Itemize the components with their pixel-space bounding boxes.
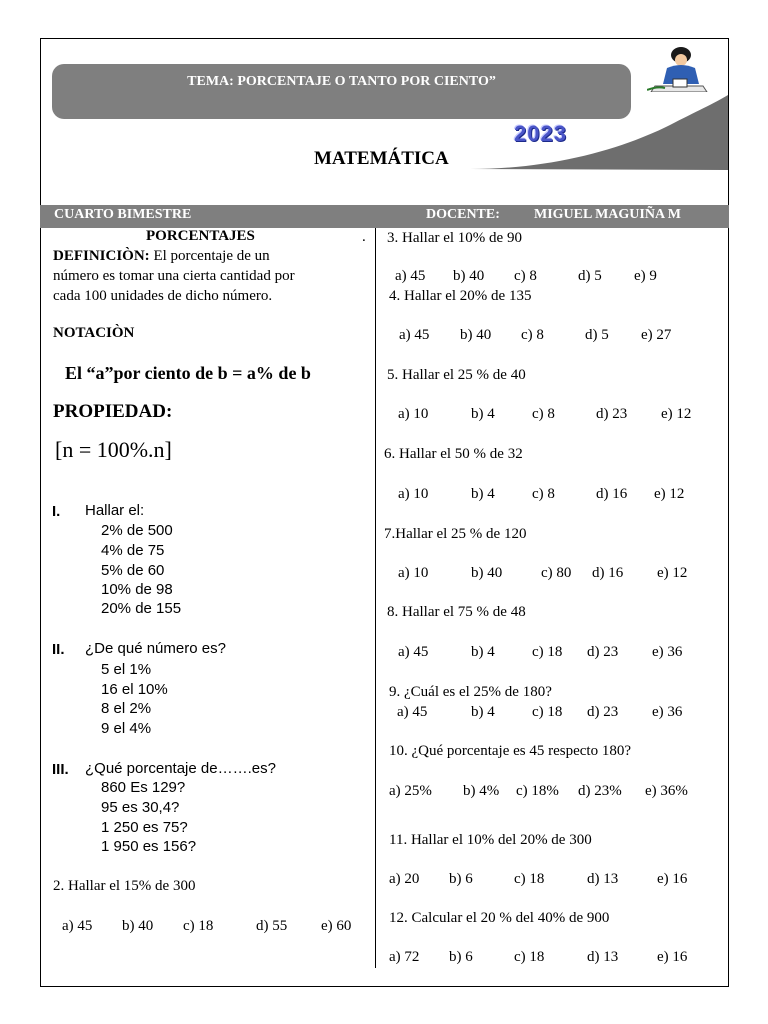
option: a) 45 [399, 327, 430, 343]
topic-title: TEMA: PORCENTAJE O TANTO POR CIENTO” [187, 74, 496, 89]
question-2: 2. Hallar el 15% de 300 [53, 878, 196, 894]
list-item: 10% de 98 [101, 581, 173, 598]
option: c) 8 [514, 268, 537, 284]
option: d) 16 [592, 565, 624, 581]
option: b) 6 [449, 871, 473, 887]
column-divider [375, 228, 376, 968]
question-10: 10. ¿Qué porcentaje es 45 respecto 180? [389, 743, 631, 759]
option: e) 60 [321, 918, 352, 934]
teacher-name: MIGUEL MAGUIÑA M [534, 207, 681, 222]
year-badge: 2023 [514, 121, 567, 146]
option: a) 20 [389, 871, 420, 887]
question-12: 12. Calcular el 20 % del 40% de 900 [389, 910, 610, 926]
option: b) 4 [471, 644, 495, 660]
list-item: 4% de 75 [101, 542, 165, 559]
option: a) 45 [62, 918, 93, 934]
question-3: 3. Hallar el 10% de 90 [387, 230, 522, 246]
definition-line-2: número es tomar una cierta cantidad por [53, 268, 295, 284]
question-9: 9. ¿Cuál es el 25% de 180? [389, 684, 552, 700]
option: e) 12 [657, 565, 688, 581]
option: d) 23% [578, 783, 622, 799]
option: b) 6 [449, 949, 473, 965]
section-3-title: ¿Qué porcentaje de…….es? [85, 760, 276, 777]
option: b) 40 [122, 918, 154, 934]
option: e) 16 [657, 871, 688, 887]
list-item: 1 950 es 156? [101, 838, 197, 855]
option: b) 4 [471, 486, 495, 502]
notation-heading: NOTACIÒN [53, 325, 135, 341]
option: d) 5 [578, 268, 602, 284]
option: c) 8 [532, 406, 555, 422]
option: b) 40 [453, 268, 485, 284]
option: d) 5 [585, 327, 609, 343]
student-reading-icon [647, 46, 711, 92]
option: c) 18 [532, 704, 563, 720]
option: d) 13 [587, 871, 619, 887]
list-item: 5 el 1% [101, 661, 152, 678]
section-2-title: ¿De qué número es? [85, 640, 226, 657]
option: c) 18 [183, 918, 214, 934]
option: a) 45 [398, 644, 429, 660]
subject-title: MATEMÁTICA [314, 148, 449, 169]
list-item: 2% de 500 [101, 522, 173, 539]
property-heading: PROPIEDAD: [53, 401, 173, 422]
option: e) 36% [645, 783, 688, 799]
option: c) 80 [541, 565, 572, 581]
option: c) 18 [532, 644, 563, 660]
option: d) 16 [596, 486, 628, 502]
list-item: 20% de 155 [101, 600, 182, 617]
option: d) 23 [596, 406, 628, 422]
option: d) 23 [587, 704, 619, 720]
list-item: 95 es 30,4? [101, 799, 180, 816]
section-3-number: III. [52, 761, 69, 778]
question-6: 6. Hallar el 50 % de 32 [384, 446, 523, 462]
option: d) 55 [256, 918, 288, 934]
option: b) 4 [471, 704, 495, 720]
option: a) 10 [398, 486, 429, 502]
definition-line-1: DEFINICIÒN: El porcentaje de un [53, 248, 270, 264]
option: a) 10 [398, 406, 429, 422]
section-1-title: Hallar el: [85, 502, 145, 519]
bimester-label: CUARTO BIMESTRE [54, 207, 192, 222]
info-bar [40, 205, 729, 228]
teacher-label: DOCENTE: [426, 207, 500, 222]
option: a) 72 [389, 949, 420, 965]
option: c) 8 [532, 486, 555, 502]
option: e) 36 [652, 704, 683, 720]
option: a) 25% [389, 783, 432, 799]
option: b) 4% [463, 783, 500, 799]
dot: . [362, 229, 366, 245]
list-item: 8 el 2% [101, 700, 152, 717]
list-item: 9 el 4% [101, 720, 152, 737]
option: a) 10 [398, 565, 429, 581]
question-8: 8. Hallar el 75 % de 48 [387, 604, 526, 620]
question-7: 7.Hallar el 25 % de 120 [384, 526, 527, 542]
section-2-number: II. [52, 641, 65, 658]
option: c) 18 [514, 949, 545, 965]
section-title: PORCENTAJES [146, 228, 255, 244]
notation-formula: El “a”por ciento de b = a% de b [65, 363, 311, 383]
option: d) 23 [587, 644, 619, 660]
option: e) 9 [634, 268, 657, 284]
option: d) 13 [587, 949, 619, 965]
question-11: 11. Hallar el 10% del 20% de 300 [389, 832, 592, 848]
decorative-swoosh [470, 95, 728, 170]
option: c) 8 [521, 327, 544, 343]
definition-line-3: cada 100 unidades de dicho número. [53, 288, 273, 304]
option: e) 12 [661, 406, 692, 422]
question-4: 4. Hallar el 20% de 135 [389, 288, 532, 304]
section-1-number: I. [52, 503, 61, 520]
list-item: 860 Es 129? [101, 779, 186, 796]
option: c) 18% [516, 783, 559, 799]
option: e) 12 [654, 486, 685, 502]
list-item: 1 250 es 75? [101, 819, 188, 836]
option: b) 4 [471, 406, 495, 422]
option: a) 45 [397, 704, 428, 720]
option: a) 45 [395, 268, 426, 284]
option: b) 40 [460, 327, 492, 343]
option: e) 16 [657, 949, 688, 965]
property-formula: [n = 100%.n] [55, 437, 172, 462]
question-5: 5. Hallar el 25 % de 40 [387, 367, 526, 383]
list-item: 16 el 10% [101, 681, 168, 698]
option: e) 27 [641, 327, 672, 343]
option: c) 18 [514, 871, 545, 887]
list-item: 5% de 60 [101, 562, 165, 579]
option: e) 36 [652, 644, 683, 660]
option: b) 40 [471, 565, 503, 581]
